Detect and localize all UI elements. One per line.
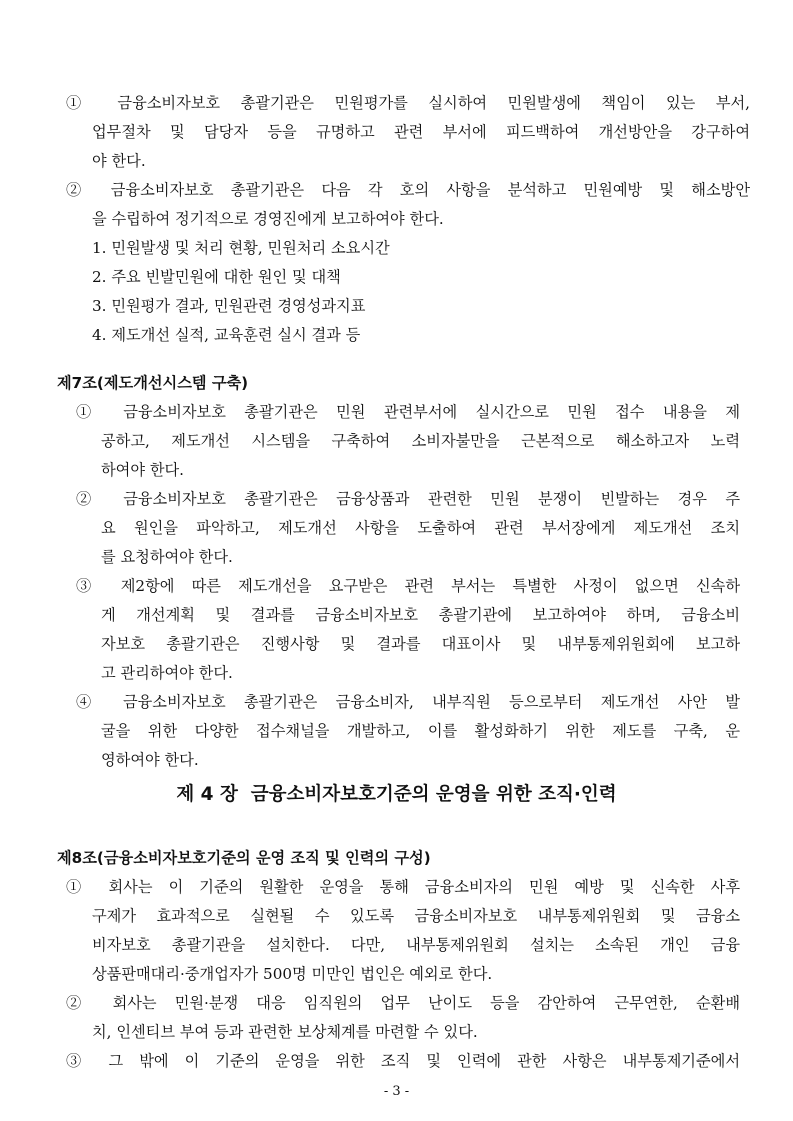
art7-item-1-line-2: 공하고, 제도개선 시스템을 구축하여 소비자불만을 근본적으로 해소하고자 노력 [101,432,740,450]
art6-item-1-line-1: ① 금융소비자보호 총괄기관은 민원평가를 실시하여 민원발생에 책임이 있는 부서, [66,94,750,112]
art7-item-3-line-2: 게 개선계획 및 결과를 금융소비자보호 총괄기관에 보고하여야 하며, 금융소비 [101,606,740,624]
art8-item-3-line-1: ③ 그 밖에 이 기준의 운영을 위한 조직 및 인력에 관한 사항은 내부통제기준에서 [66,1052,740,1070]
article-7-title: 제7조(제도개선시스템 구축) [57,374,249,392]
art6-subitem-4: 4. 제도개선 실적, 교육훈련 실시 결과 등 [92,326,361,344]
art8-item-1-line-3: 비자보호 총괄기관을 설치한다. 다만, 내부통제위원회 설치는 소속된 개인 금융 [92,936,740,954]
art6-subitem-1: 1. 민원발생 및 처리 현황, 민원처리 소요시간 [92,239,390,257]
art7-item-3-line-1: ③ 제2항에 따른 제도개선을 요구받은 관련 부서는 특별한 사정이 없으면 신속하 [76,577,740,595]
art7-item-2-line-2: 요 원인을 파악하고, 제도개선 사항을 도출하여 관련 부서장에게 제도개선 조치 [101,519,740,537]
art8-item-2-line-1: ② 회사는 민원·분쟁 대응 임직원의 업무 난이도 등을 감안하여 근무연한, 순환배 [66,994,740,1012]
art6-item-2-line-2: 을 수립하여 정기적으로 경영진에게 보고하여야 한다. [92,210,444,228]
art7-item-4-line-1: ④ 금융소비자보호 총괄기관은 금융소비자, 내부직원 등으로부터 제도개선 사안 발 [76,693,740,711]
art7-item-4-line-2: 굴을 위한 다양한 접수채널을 개발하고, 이를 활성화하기 위한 제도를 구축, 운 [101,722,740,740]
art8-item-1-line-2: 구제가 효과적으로 실현될 수 있도록 금융소비자보호 내부통제위원회 및 금융소 [92,907,740,925]
art6-item-1-line-3: 야 한다. [92,152,146,170]
art7-item-1-line-1: ① 금융소비자보호 총괄기관은 민원 관련부서에 실시간으로 민원 접수 내용을 제 [76,403,740,421]
art7-item-2-line-1: ② 금융소비자보호 총괄기관은 금융상품과 관련한 민원 분쟁이 빈발하는 경우 주 [76,490,740,508]
page-number: - 3 - [383,1084,410,1099]
art7-item-1-line-3: 하여야 한다. [101,461,185,479]
art7-item-3-line-3: 자보호 총괄기관은 진행사항 및 결과를 대표이사 및 내부통제위원회에 보고하 [101,635,740,653]
art8-item-1-line-4: 상품판매대리·중개업자가 500명 미만인 법인은 예외로 한다. [92,965,493,983]
art6-subitem-3: 3. 민원평가 결과, 민원관련 경영성과지표 [92,297,366,315]
art8-item-2-line-2: 치, 인센티브 부여 등과 관련한 보상체계를 마련할 수 있다. [92,1023,478,1041]
art7-item-4-line-3: 영하여야 한다. [101,751,199,769]
art8-item-1-line-1: ① 회사는 이 기준의 원활한 운영을 통해 금융소비자의 민원 예방 및 신속한 사후 [66,878,740,896]
art6-subitem-2: 2. 주요 빈발민원에 대한 원인 및 대책 [92,268,341,286]
art7-item-2-line-3: 를 요청하여야 한다. [101,548,233,566]
art6-item-1-line-2: 업무절차 및 담당자 등을 규명하고 관련 부서에 피드백하여 개선방안을 강구하여 [92,123,750,141]
article-8-title: 제8조(금융소비자보호기준의 운영 조직 및 인력의 구성) [57,849,431,867]
art6-item-2-line-1: ② 금융소비자보호 총괄기관은 다음 각 호의 사항을 분석하고 민원예방 및 해소방안 [66,181,750,199]
art7-item-3-line-4: 고 관리하여야 한다. [101,664,233,682]
chapter-4-heading: 제 4 장 금융소비자보호기준의 운영을 위한 조직·인력 [176,784,617,805]
